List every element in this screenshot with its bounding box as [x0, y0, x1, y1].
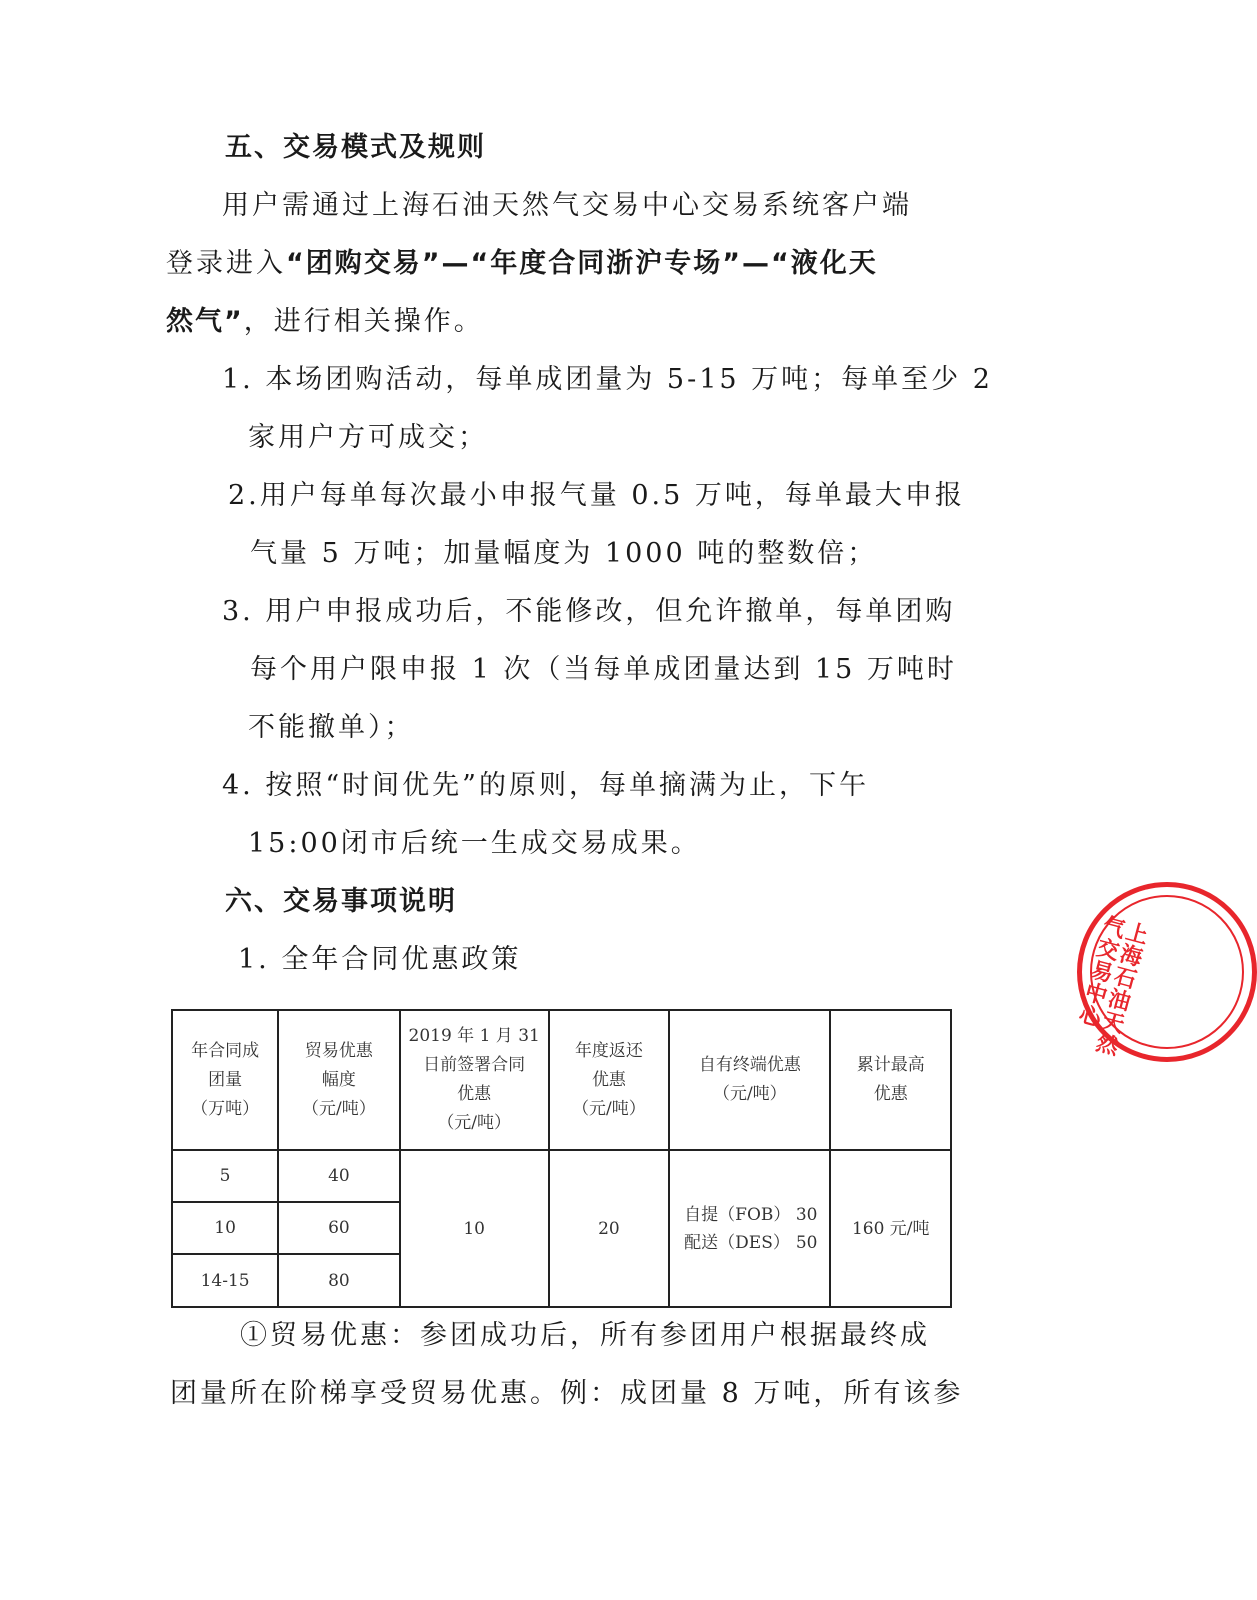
header-max-line: 累计最高 [856, 1055, 925, 1075]
intro-line-1: 用户需通过上海石油天然气交易中心交易系统客户端 [222, 190, 912, 221]
header-terminal-line: （元/吨） [712, 1084, 787, 1104]
section6-heading: 六、交易事项说明 [225, 886, 457, 917]
intro-bold-end: 然气” [166, 306, 244, 337]
intro-text-end: ，进行相关操作。 [243, 306, 484, 337]
header-early-line: 2019 年 1 月 31 [408, 1026, 540, 1046]
fob-label: 自提（FOB） [684, 1204, 791, 1225]
rule-1-line-1: 1. 本场团购活动，每单成团量为 5-15 万吨；每单至少 2 [222, 364, 993, 395]
rule-3-line-3: 不能撤单）； [248, 712, 415, 743]
header-trade-discount [278, 1010, 399, 1150]
discount-policy-table [171, 1009, 952, 1308]
intro-bold-path: “团购交易”—“年度合同浙沪专场”—“液化天 [286, 248, 878, 279]
header-early-line: （元/吨） [437, 1113, 512, 1133]
section6-subheading: 1. 全年合同优惠政策 [238, 944, 522, 975]
terminal-fob [670, 1201, 829, 1229]
header-trade-line: （元/吨） [302, 1098, 376, 1119]
annual-rebate-cell: 20 [549, 1150, 669, 1307]
des-value: 50 [795, 1232, 818, 1253]
trade-discount-cell: 40 [278, 1150, 399, 1202]
rule-2-line-1: 2.用户每单每次最小申报气量 0.5 万吨，每单最大申报 [228, 480, 965, 511]
header-trade-line: 贸易优惠 [304, 1040, 373, 1061]
header-volume-line: 年合同成 [191, 1040, 260, 1061]
header-terminal [669, 1010, 830, 1150]
terminal-des [670, 1229, 829, 1257]
early-sign-cell: 10 [400, 1150, 549, 1307]
volume-cell: 5 [172, 1150, 278, 1202]
section5-heading: 五、交易模式及规则 [225, 132, 486, 163]
header-early-sign [400, 1010, 549, 1150]
volume-cell: 14-15 [172, 1254, 278, 1307]
header-max-line: 优惠 [873, 1084, 908, 1104]
header-volume [172, 1010, 278, 1150]
terminal-cell [669, 1150, 830, 1307]
header-trade-line: 幅度 [321, 1069, 356, 1090]
header-early-line: 优惠 [457, 1084, 492, 1104]
intro-line-2 [166, 250, 878, 277]
header-volume-line: （万吨） [191, 1098, 260, 1119]
volume-cell: 10 [172, 1202, 278, 1254]
table-header-row [172, 1010, 951, 1150]
rule-4-line-2: 15:00闭市后统一生成交易成果。 [248, 828, 701, 859]
des-label: 配送（DES） [684, 1232, 790, 1253]
fob-value: 30 [795, 1204, 818, 1225]
rule-2-line-2: 气量 5 万吨；加量幅度为 1000 吨的整数倍； [250, 538, 878, 569]
rule-3-line-1: 3. 用户申报成功后，不能修改，但允许撤单，每单团购 [222, 596, 956, 627]
header-early-line: 日前签署合同 [423, 1055, 526, 1075]
note1-line-1: ①贸易优惠：参团成功后，所有参团用户根据最终成 [240, 1320, 930, 1351]
header-terminal-line: 自有终端优惠 [698, 1055, 801, 1075]
header-volume-line: 团量 [208, 1069, 243, 1090]
header-max-total [830, 1010, 951, 1150]
header-annual-rebate [549, 1010, 669, 1150]
intro-text: 登录进入 [166, 248, 286, 279]
trade-discount-cell: 60 [278, 1202, 399, 1254]
header-rebate-line: 年度返还 [574, 1040, 643, 1061]
seal-text: 上海石油天然气交易中心 [1073, 912, 1151, 1059]
table-row [172, 1150, 951, 1202]
header-rebate-line: 优惠 [591, 1069, 626, 1090]
intro-line-3 [166, 308, 484, 335]
company-seal [1073, 882, 1257, 1062]
rule-4-line-1: 4. 按照“时间优先”的原则，每单摘满为止，下午 [222, 770, 869, 801]
rule-3-line-2: 每个用户限申报 1 次（当每单成团量达到 15 万吨时 [250, 654, 957, 685]
max-total-cell: 160 元/吨 [830, 1150, 951, 1307]
rule-1-line-2: 家用户方可成交； [248, 422, 488, 453]
header-rebate-line: （元/吨） [572, 1098, 646, 1119]
note1-line-2: 团量所在阶梯享受贸易优惠。例：成团量 8 万吨，所有该参 [170, 1378, 964, 1409]
trade-discount-cell: 80 [278, 1254, 399, 1307]
